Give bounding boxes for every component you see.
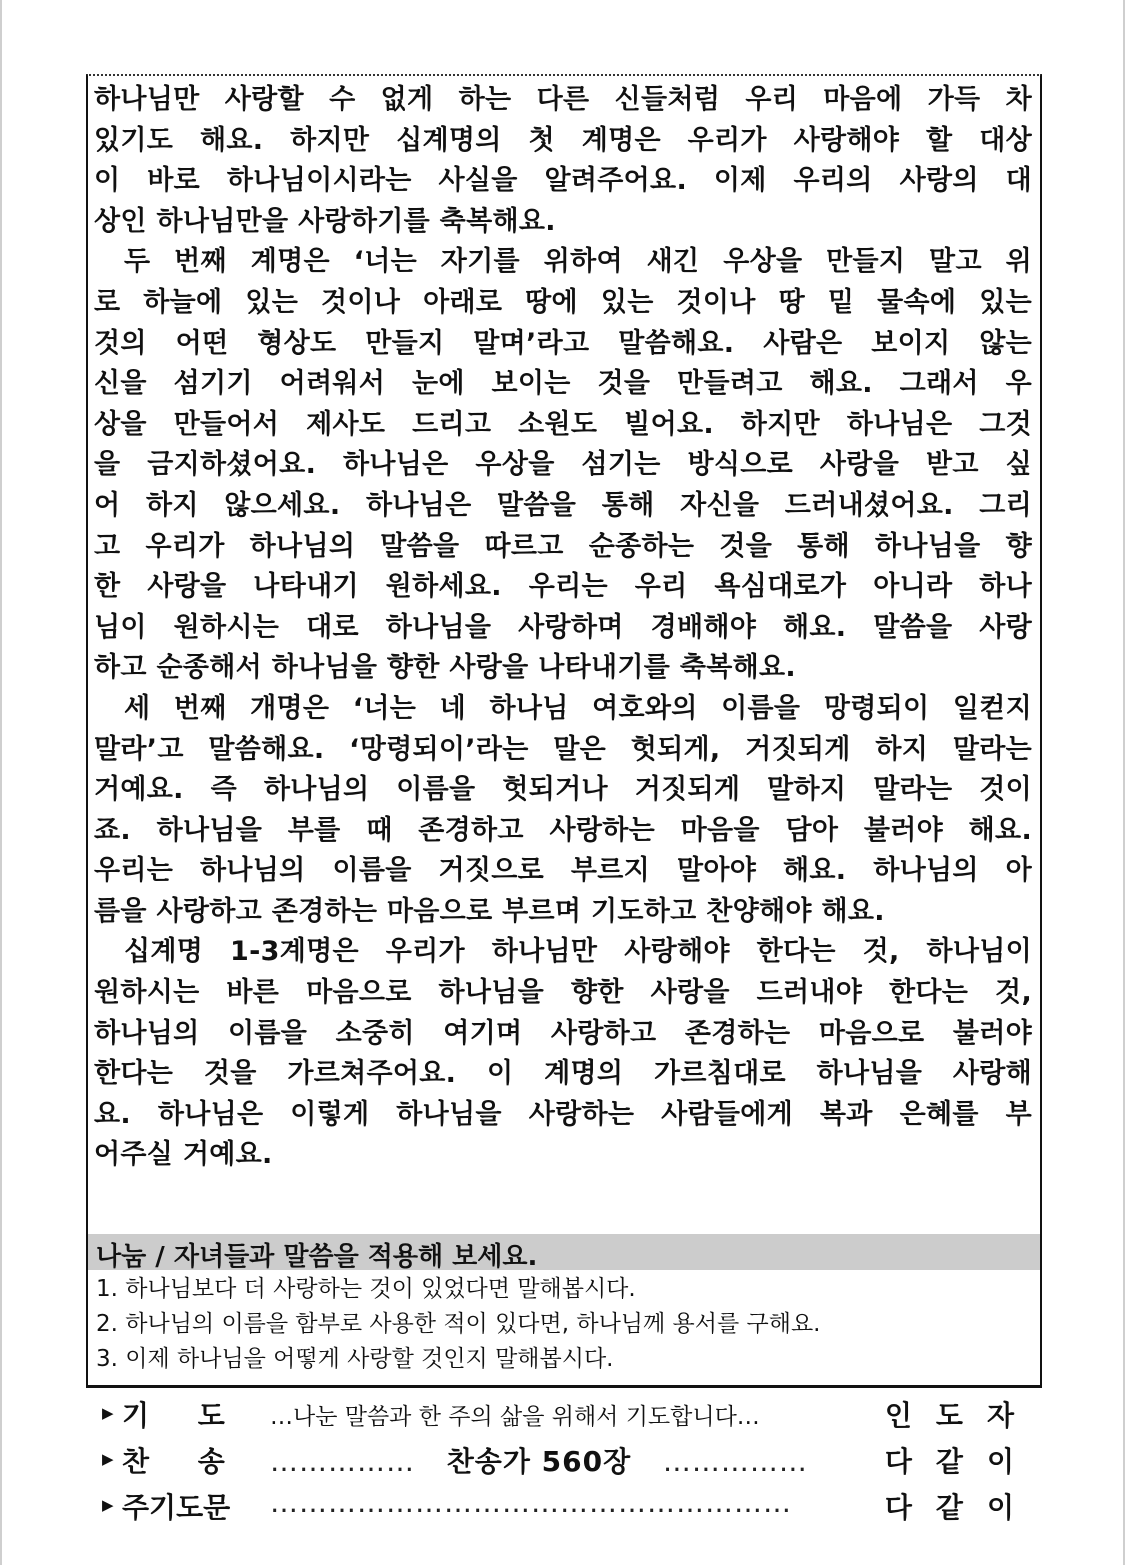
body-line: 죠. 하나님을 부를 때 존경하고 사랑하는 마음을 담아 불러야 해요. [94, 814, 1032, 846]
body-line: 고 우리가 하나님의 말씀을 따르고 순종하는 것을 통해 하나님을 향 [94, 530, 1032, 562]
triangle-bullet-icon: ▶ [102, 1450, 114, 1468]
hymn-number: 찬송가 560장 [446, 1445, 632, 1478]
body-line: 어 하지 않으세요. 하나님은 말씀을 통해 자신을 드러내셨어요. 그리 [94, 489, 1032, 521]
leader-dots: …………… [270, 1445, 415, 1478]
body-line: 름을 사랑하고 존경하는 마음으로 부르며 기도하고 찬양해야 해요. [94, 895, 885, 927]
body-line: 하나님만 사랑할 수 없게 하는 다른 신들처럼 우리 마음에 가득 차 [94, 84, 1032, 115]
body-line: 하고 순종해서 하나님을 향한 사랑을 나타내기를 축복해요. [94, 652, 796, 684]
share-question: 1. 하나님보다 더 사랑하는 것이 있었다면 말해봅시다. [96, 1276, 636, 1302]
body-line: 하나님의 이름을 소중히 여기며 사랑하고 존경하는 마음으로 불러야 [94, 1017, 1032, 1049]
body-line: 세 번째 개명은 ‘너는 네 하나님 여호와의 이름을 망령되이 일컫지 [124, 692, 1032, 724]
body-line: 로 하늘에 있는 것이나 아래로 땅에 있는 것이나 땅 밑 물속에 있는 [94, 286, 1032, 318]
share-section-header [88, 1234, 1040, 1270]
order-label: 기 도 [122, 1399, 225, 1432]
body-line: 상인 하나님만을 사랑하기를 축복해요. [94, 205, 556, 237]
order-row-prayer [98, 1392, 1038, 1438]
body-line: 상을 만들어서 제사도 드리고 소원도 빌어요. 하지만 하나님은 그것 [94, 408, 1032, 440]
order-leader: 다같이 [884, 1445, 1038, 1478]
order-label: 찬 송 [122, 1445, 225, 1478]
share-question: 3. 이제 하나님을 어떻게 사랑할 것인지 말해봅시다. [96, 1346, 614, 1372]
body-line: 어주실 거예요. [94, 1139, 273, 1171]
order-detail: …나눈 말씀과 한 주의 삶을 위해서 기도합니다… [270, 1404, 760, 1430]
body-line: 있기도 해요. 하지만 십계명의 첫 계명은 우리가 사랑해야 할 대상 [94, 124, 1032, 156]
body-line: 한 사랑을 나타내기 원하세요. 우리는 우리 욕심대로가 아니라 하나 [94, 571, 1032, 603]
triangle-bullet-icon: ▶ [102, 1496, 114, 1514]
order-leader: 다같이 [884, 1491, 1038, 1524]
order-leader: 인도자 [884, 1399, 1038, 1432]
body-line: 것의 어떤 형상도 만들지 말며’라고 말씀해요. 사람은 보이지 않는 [94, 327, 1032, 359]
order-row-lords-prayer [98, 1484, 1038, 1530]
body-line: 신을 섬기기 어려워서 눈에 보이는 것을 만들려고 해요. 그래서 우 [94, 368, 1032, 400]
leader-dots: …………… [662, 1445, 808, 1478]
body-line: 요. 하나님은 이렇게 하나님을 사랑하는 사람들에게 복과 은혜를 부 [94, 1098, 1032, 1130]
body-line: 이 바로 하나님이시라는 사실을 알려주어요. 이제 우리의 사랑의 대 [94, 165, 1032, 197]
page-edge-left [0, 0, 2, 1565]
body-line: 을 금지하셨어요. 하나님은 우상을 섬기는 방식으로 사랑을 받고 싶 [94, 449, 1032, 481]
body-line: 원하시는 바른 마음으로 하나님을 향한 사랑을 드러내야 한다는 것, [94, 977, 1032, 1009]
body-line: 한다는 것을 가르쳐주어요. 이 계명의 가르침대로 하나님을 사랑해 [94, 1058, 1032, 1090]
body-line: 십계명 1-3계명은 우리가 하나님만 사랑해야 한다는 것, 하나님이 [124, 936, 1032, 968]
body-text [94, 80, 1032, 1176]
order-row-hymn [98, 1438, 1038, 1484]
worship-order [98, 1392, 1038, 1530]
leader-dots: ……………………………………………… [270, 1486, 792, 1519]
body-line: 말라’고 말씀해요. ‘망령되이’라는 말은 헛되게, 거짓되게 하지 말라는 [94, 733, 1032, 765]
body-line: 님이 원하시는 대로 하나님을 사랑하며 경배해야 해요. 말씀을 사랑 [94, 611, 1032, 643]
share-header-text: 나눔 / 자녀들과 말씀을 적용해 보세요. [96, 1242, 538, 1272]
triangle-bullet-icon: ▶ [102, 1404, 114, 1422]
order-label: 주기도문 [122, 1491, 231, 1524]
share-question: 2. 하나님의 이름을 함부로 사용한 적이 있다면, 하나님께 용서를 구해요. [96, 1311, 821, 1337]
body-line: 거예요. 즉 하나님의 이름을 헛되거나 거짓되게 말하지 말라는 것이 [94, 774, 1032, 806]
share-questions [96, 1272, 1036, 1377]
body-line: 우리는 하나님의 이름을 거짓으로 부르지 말아야 해요. 하나님의 아 [94, 855, 1032, 887]
order-detail-group [270, 1440, 808, 1480]
body-line: 두 번째 계명은 ‘너는 자기를 위하여 새긴 우상을 만들지 말고 위 [124, 246, 1032, 278]
